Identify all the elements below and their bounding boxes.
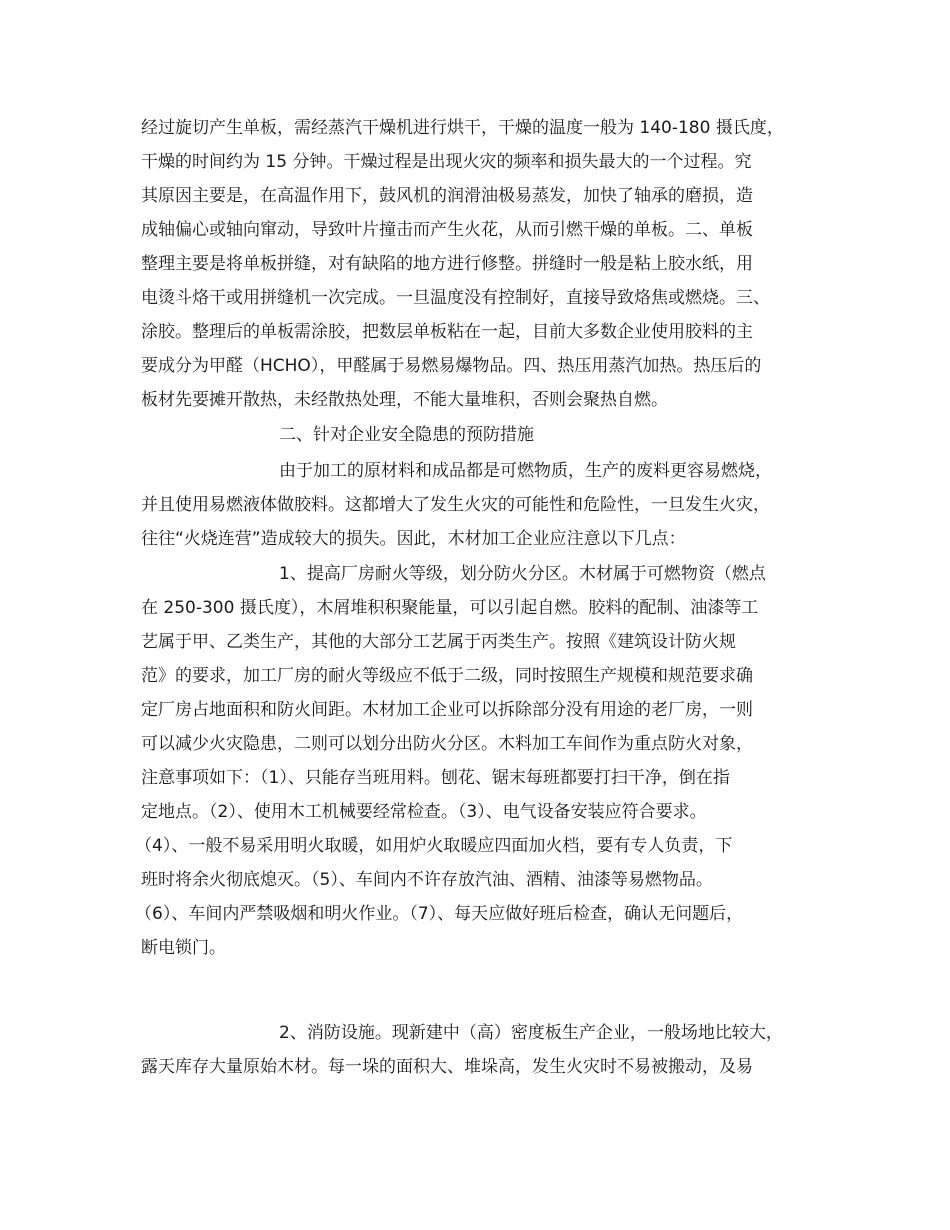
line-text: 涂胶。整理后的单板需涂胶，把数层单板粘在一起，目前大多数企业使用胶料的主 (141, 322, 753, 342)
line-text: 班时将余火彻底熄灭。（5）、车间内不许存放汽油、酒精、油漆等易燃物品。 (141, 870, 713, 890)
text-line (0, 693, 950, 727)
text-line (0, 315, 950, 349)
text-line (0, 897, 950, 931)
line-text: （4）、一般不易采用明火取暖，如用炉火取暖应四面加火档，要有专人负责，下 (135, 836, 733, 856)
text-line (0, 795, 950, 829)
line-text: 由于加工的原材料和成品都是可燃物质，生产的废料更容易燃烧， (279, 461, 772, 481)
text-line (0, 829, 950, 863)
line-text: 范》的要求，加工厂房的耐火等级应不低于二级，同时按照生产规模和规范要求确 (141, 666, 753, 686)
line-text: 要成分为甲醛（HCHO），甲醛属于易燃易爆物品。四、热压用蒸汽加热。热压后的 (141, 356, 762, 376)
text-line (0, 727, 950, 761)
line-text: 电烫斗烙干或用拼缝机一次完成。一旦温度没有控制好，直接导致烙焦或燃烧。三、 (141, 288, 770, 308)
text-line (0, 931, 950, 965)
text-line (0, 454, 950, 488)
line-text: 整理主要是将单板拼缝，对有缺陷的地方进行修整。拼缝时一般是粘上胶水纸，用 (141, 254, 753, 274)
text-line (0, 1050, 950, 1084)
line-text: 其原因主要是，在高温作用下，鼓风机的润滑油极易蒸发，加快了轴承的磨损，造 (141, 186, 753, 206)
line-text: 并且使用易燃液体做胶料。这都增大了发生火灾的可能性和危险性，一旦发生火灾， (141, 495, 770, 515)
text-line (0, 591, 950, 625)
line-text: 断电锁门。 (141, 938, 226, 958)
text-line (0, 557, 950, 591)
text-line (0, 111, 950, 145)
text-line (0, 625, 950, 659)
line-text: 露天库存大量原始木材。每一垛的面积大、堆垛高，发生火灾时不易被搬动，及易 (141, 1057, 753, 1077)
text-line (0, 659, 950, 693)
line-text: 成轴偏心或轴向窜动，导致叶片撞击而产生火花，从而引燃干燥的单板。二、单板 (141, 220, 753, 240)
line-text: 经过旋切产生单板，需经蒸汽干燥机进行烘干，干燥的温度一般为 140-180 摄氏度， (141, 118, 784, 138)
line-text: 1、提高厂房耐火等级，划分防火分区。木材属于可燃物资（燃点 (279, 564, 766, 584)
text-line (0, 213, 950, 247)
line-text: 定地点。（2）、使用木工机械要经常检查。（3）、电气设备安装应符合要求。 (141, 802, 707, 822)
line-text: 往往“火烧连营”造成较大的损失。因此，木材加工企业应注意以下几点： (141, 529, 686, 549)
text-line (0, 349, 950, 383)
text-line (0, 247, 950, 281)
text-line (0, 863, 950, 897)
line-text: （6）、车间内严禁吸烟和明火作业。（7）、每天应做好班后检查，确认无问题后， (135, 904, 744, 924)
text-line (0, 281, 950, 315)
text-line (0, 383, 950, 417)
text-line (0, 761, 950, 795)
line-text: 2、消防设施。现新建中（高）密度板生产企业，一般场地比较大， (279, 1023, 783, 1043)
line-text: 注意事项如下：（1）、只能存当班用料。刨花、锯末每班都要打扫干净，倒在指 (141, 768, 730, 788)
text-line (0, 179, 950, 213)
text-line (0, 522, 950, 556)
text-line (0, 1016, 950, 1050)
text-line (0, 488, 950, 522)
line-text: 干燥的时间约为 15 分钟。干燥过程是出现火灾的频率和损失最大的一个过程。究 (141, 152, 752, 172)
line-text: 可以减少火灾隐患，二则可以划分出防火分区。木料加工车间作为重点防火对象， (141, 734, 753, 754)
line-text: 板材先要摊开散热，未经散热处理，不能大量堆积，否则会聚热自燃。 (141, 390, 668, 410)
text-line (0, 145, 950, 179)
line-text: 艺属于甲、乙类生产，其他的大部分工艺属于丙类生产。按照《建筑设计防火规 (141, 632, 736, 652)
line-text: 定厂房占地面积和防火间距。木材加工企业可以拆除部分没有用途的老厂房，一则 (141, 700, 753, 720)
heading-text: 二、针对企业安全隐患的预防措施 (279, 425, 534, 445)
section-heading (0, 418, 950, 452)
line-text: 在 250-300 摄氏度），木屑堆积积聚能量，可以引起自燃。胶料的配制、油漆等工 (141, 598, 759, 618)
